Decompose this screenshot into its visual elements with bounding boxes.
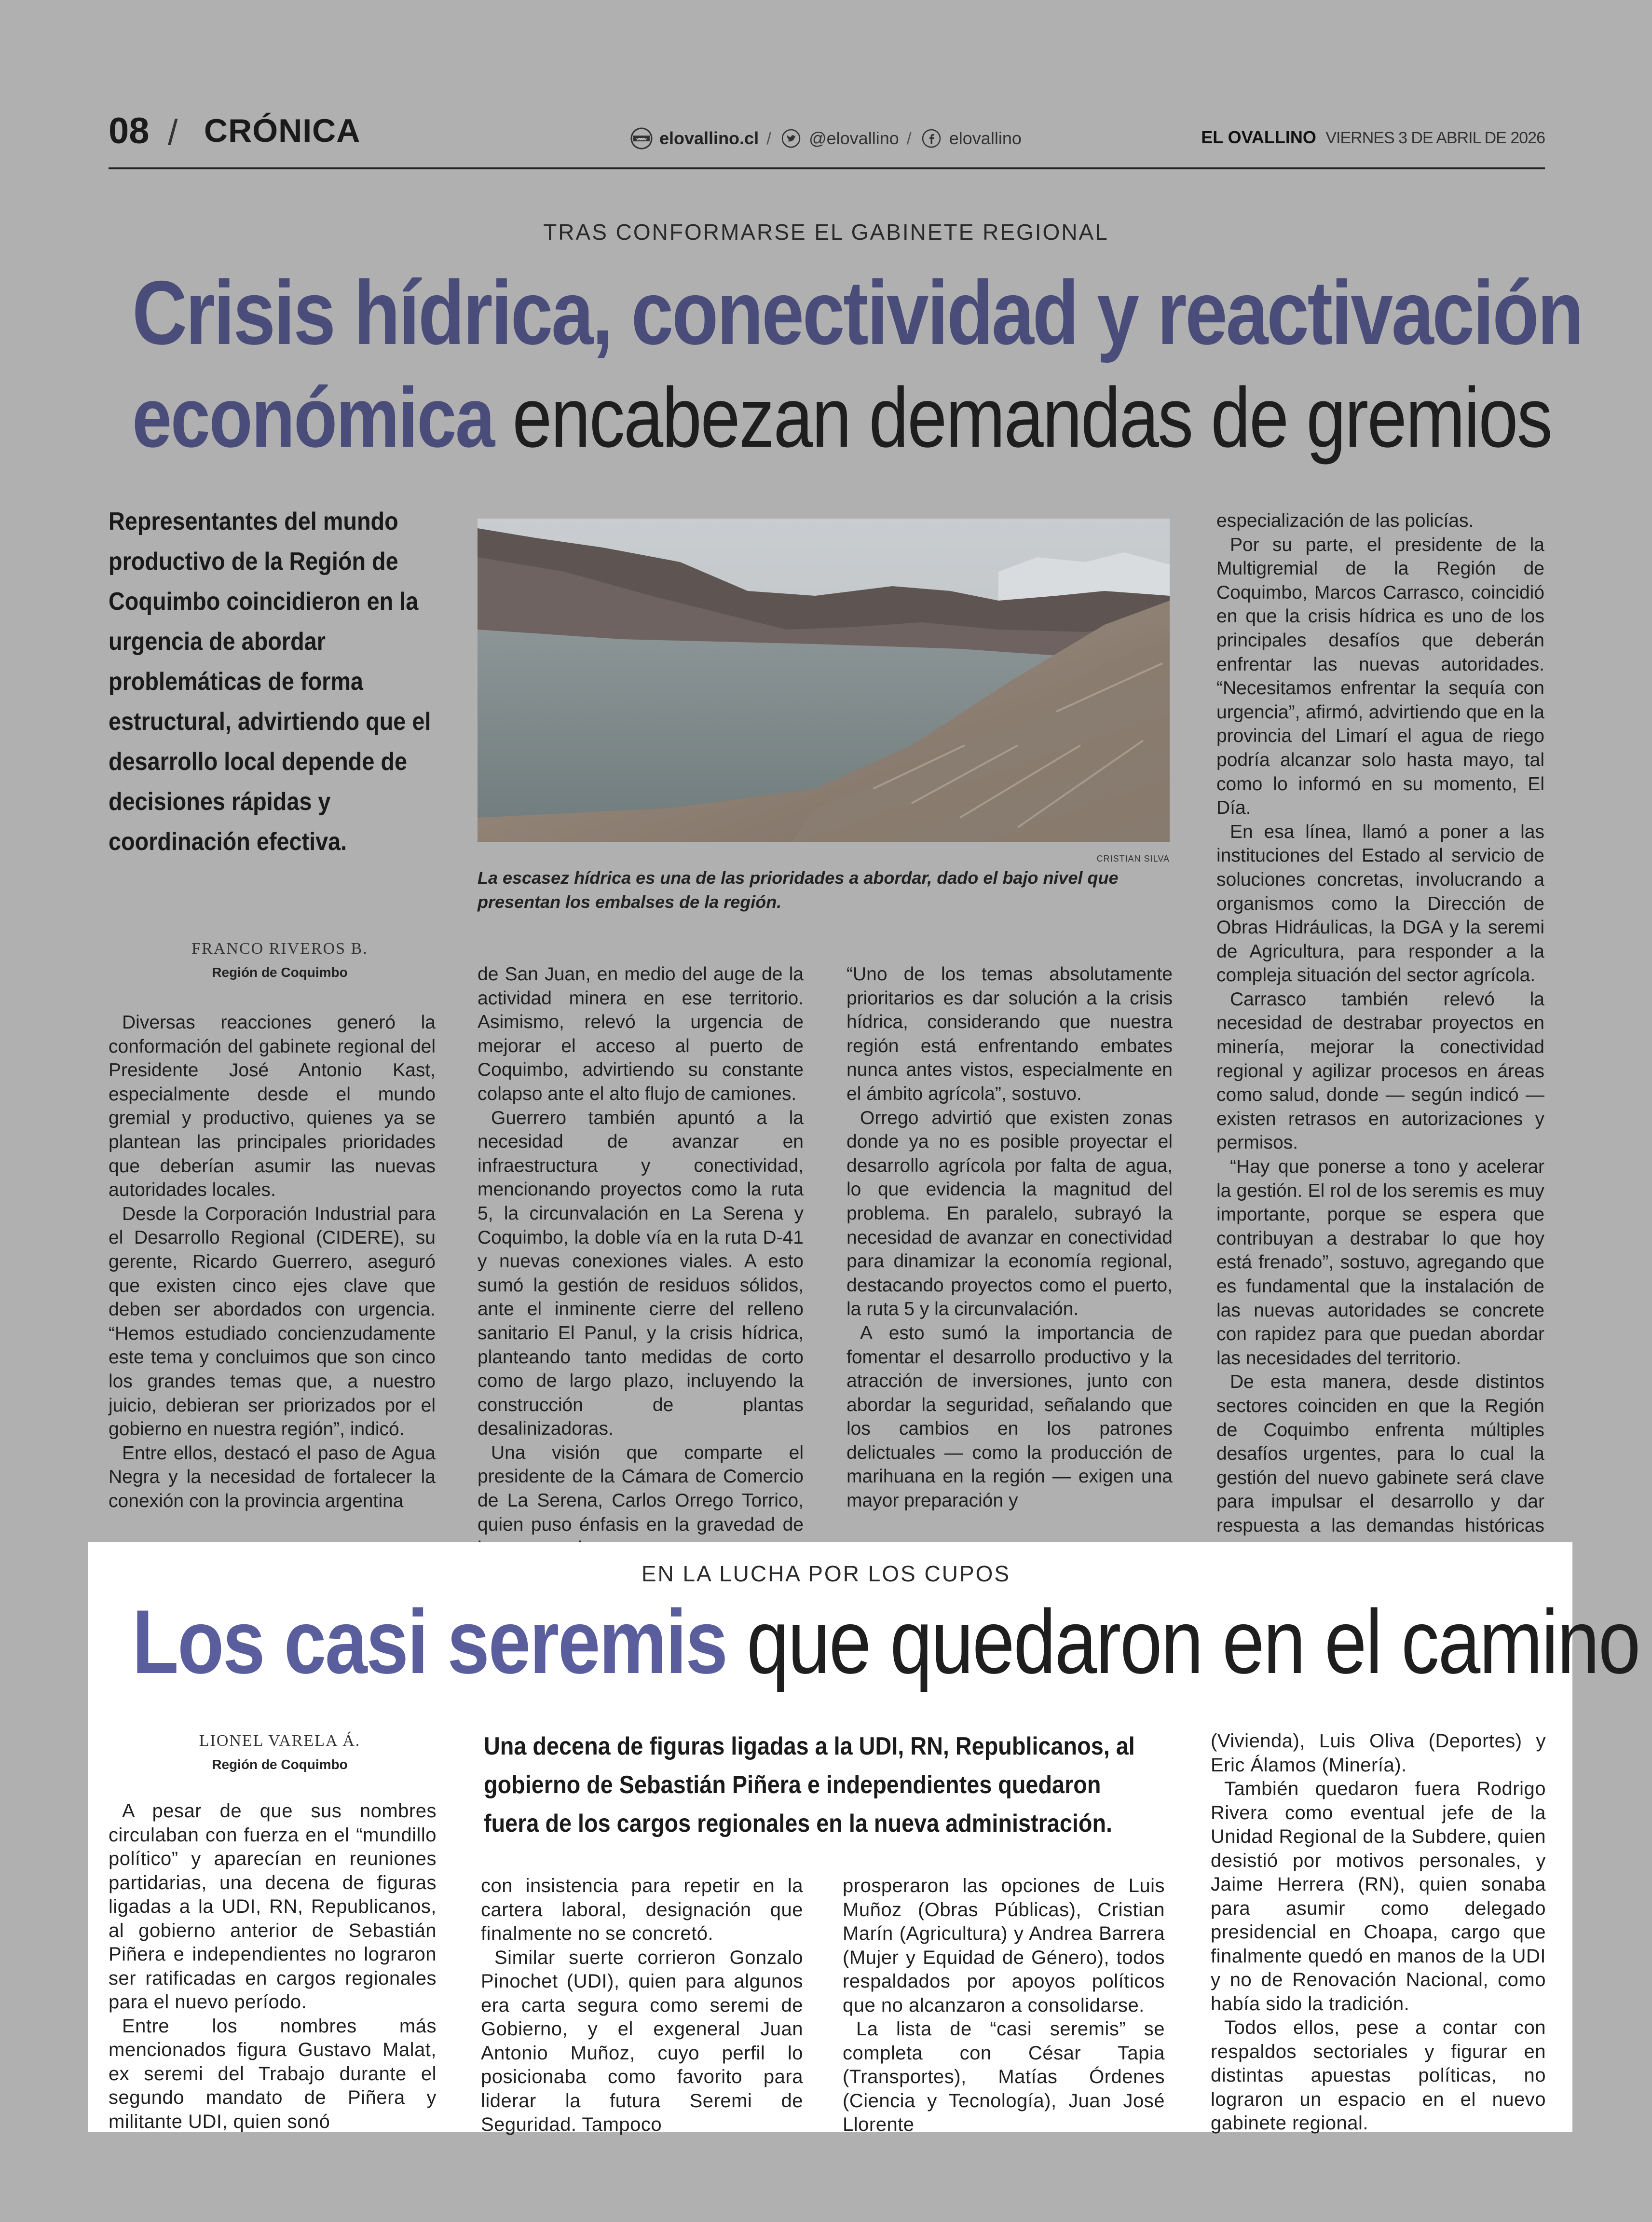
article1-kicker: TRAS CONFORMARSE EL GABINETE REGIONAL: [543, 219, 1109, 245]
photo-credit: CRISTIAN SILVA: [1096, 854, 1170, 864]
header-divider: [109, 167, 1545, 169]
article2-lead: Una decena de figuras ligadas a la UDI, RN, Republicanos, al gobierno de Sebastián Piñera e independientes quedaron fuera de los cargos regionales en la nueva administración.: [484, 1732, 1135, 1838]
article1-lead: Representantes del mundo productivo de la Región de Coquimbo coincidieron en la urgencia de abordar problemáticas de forma estructural, advirtiendo que el desarrollo local depende de decisiones rápidas y coordinación efectiva.: [109, 507, 431, 856]
article2-title: [132, 1591, 1639, 1692]
paragraph: “Hay que ponerse a tono y acelerar la gestión. El rol de los seremis es muy importante, porque se espera que contribuyan a destrabar lo que hoy está frenado”, sostuvo, agregando que es fundamental que la instalación de las nuevas autoridades se concrete con rapidez para que puedan abordar las necesidades del territorio.: [1216, 1156, 1544, 1369]
article2-column-2: [481, 1874, 803, 2137]
social-links: www elovallino.cl / @elovallino / elovallino: [629, 126, 1022, 151]
article2-region: Región de Coquimbo: [212, 1757, 348, 1772]
page-number: 08: [109, 110, 150, 151]
article2-column-3: [843, 1874, 1165, 2137]
article1-column-3: [846, 962, 1173, 1513]
newspaper-info: [1201, 127, 1545, 148]
article2-author: LIONEL VARELA Á.: [199, 1732, 361, 1750]
paragraph: La lista de “casi seremis” se completa con César Tapia (Transportes), Matías Órdenes (Ciencia y Tecnología), Juan José Llorente: [843, 2018, 1165, 2135]
paragraph: Entre los nombres más mencionados figura Gustavo Malat, ex seremi del Trabajo durante el segundo mandato de Piñera y militante UDI, quien sonó: [109, 2015, 437, 2132]
article2-title-accent: Los casi seremis: [132, 1591, 727, 1692]
article2-column-4: [1211, 1729, 1546, 2136]
article1-column-1: [109, 1011, 436, 1513]
header-separator: /: [168, 112, 178, 152]
paragraph: Diversas reacciones generó la conformación del gabinete regional del Presidente José Antonio Kast, especialmente desde el mundo gremial y productivo, quienes ya se plantean las principales prioridades que deberían asumir las nuevas autoridades locales.: [109, 1012, 436, 1201]
article2-column-1: [109, 1799, 437, 2134]
paragraph: Orrego advirtió que existen zonas donde ya no es posible proyectar el desarrollo agrícola por falta de agua, lo que evidencia la magnitud del problema. En paralelo, subrayó la necesidad de avanzar en conectividad para dinamizar la economía regional, destacando proyectos como el puerto, la ruta 5 y la circunvalación.: [846, 1107, 1173, 1320]
paragraph: De esta manera, desde distintos sectores coinciden en que la Región de Coquimbo enfrenta múltiples desafíos urgentes, para lo cual la gestión del nuevo gabinete será clave para impulsar el desarrollo y dar respuesta a las demandas históricas: [1216, 1372, 1544, 1536]
svg-text:www: www: [636, 137, 647, 141]
paragraph: de San Juan, en medio del auge de la actividad minera en ese territorio. Asimismo, relevó la urgencia de mejorar el acceso al puerto de Coquimbo, advirtiendo su constante colapso ante el alto flujo de camiones.: [478, 964, 804, 1104]
article1-title-line1: Crisis hídrica, conectividad y reactivación: [132, 262, 1583, 363]
paragraph: con insistencia para repetir en la cartera laboral, designación que finalmente no se concretó.: [481, 1875, 803, 1944]
article1-title-accent: económica: [132, 370, 494, 465]
paragraph: Una visión que comparte el presidente de la Cámara de Comercio de La Serena, Carlos Orrego Torrico, quien puso énfasis en la gravedad de: [478, 1442, 804, 1535]
article1-region: Región de Coquimbo: [212, 965, 348, 980]
paragraph: especialización de las policías.: [1216, 510, 1474, 531]
twitter-icon: [779, 126, 803, 151]
article2-kicker: EN LA LUCHA POR LOS CUPOS: [641, 1561, 1011, 1586]
website-link[interactable]: elovallino.cl: [659, 128, 759, 148]
facebook-icon: [919, 126, 943, 151]
paragraph: Todos ellos, pese a contar con respaldos sectoriales y figurar en distintas apuestas políticas, no lograron un espacio en el nuevo gabinete regional.: [1211, 2017, 1546, 2134]
paragraph: Desde la Corporación Industrial para el Desarrollo Regional (CIDERE), su gerente, Ricardo Guerrero, aseguró que existen cinco ejes clave que deben ser abordados con urgencia. “Hemos estudiado concienzudamente este tema y concluimos que son cinco los grandes temas que, a nuestro juicio, debieran ser priorizados por el gobierno en nuestra región”, indicó.: [109, 1203, 436, 1440]
paragraph: (Vivienda), Luis Oliva (Deportes) y Eric Álamos (Minería).: [1211, 1730, 1546, 1776]
paragraph: Carrasco también relevó la necesidad de destrabar proyectos en minería, mejorar la conectividad regional y agilizar procesos en áreas como salud, donde — según indicó — existen retrasos en autorizaciones y permisos.: [1216, 988, 1544, 1153]
article1-title-line2: [132, 370, 1552, 465]
paragraph: prosperaron las opciones de Luis Muñoz (Obras Públicas), Cristian Marín (Agricultura) y Andrea Barrera (Mujer y Equidad de Género), todos respaldados por apoyos políticos que no alcanzaron a consolidarse.: [843, 1875, 1165, 2016]
article2-title-rest: que quedaron en el camino: [726, 1591, 1639, 1692]
web-icon: [629, 126, 654, 151]
paragraph: A pesar de que sus nombres circulaban con fuerza en el “mundillo político” y aparecían en reuniones partidarias, una decena de figuras ligadas a la UDI, RN, Republicanos, al gobierno anterior de Sebastián Piñera e independientes no lograron ser ratificadas en cargos regionales para el nuevo período.: [109, 1800, 437, 2013]
paragraph: Similar suerte corrieron Gonzalo Pinochet (UDI), quien para algunos era carta segura como seremi de Gobierno, y el exgeneral Juan Antonio Muñoz, cuyo perfil lo posicionaba como favorito para liderar la futura Seremi de Seguridad. Tampoco: [481, 1947, 803, 2135]
paragraph: Por su parte, el presidente de la Multigremial de la Región de Coquimbo, Marcos Carrasco, coincidió en que la crisis hídrica es uno de los principales desafíos que deberán enfrentar las nuevas autoridades. “Necesitamos enfrentar la sequía con urgencia”, afirmó, advirtiendo que en la provincia del Limarí el agua de riego podría alcanzar solo hasta mayo, tal como lo informó en su momento, El Día.: [1216, 534, 1544, 819]
twitter-handle[interactable]: @elovallino: [809, 128, 899, 148]
paragraph: En esa línea, llamó a poner a las instituciones del Estado al servicio de soluciones concretas, involucrando a organismos como la Dirección de Obras Hidráulicas, la DGA y la seremi de Agricultura, para responder a la compleja situación del sector agrícola.: [1216, 821, 1544, 986]
paragraph: A esto sumó la importancia de fomentar el desarrollo productivo y la atracción de inversiones, junto con abordar la seguridad, señalando que los cambios en los patrones delictuales — como la producción de marihuana en la región — exigen una mayor preparación y: [846, 1322, 1173, 1511]
article1-column-2: [478, 962, 804, 1561]
paragraph: Guerrero también apuntó a la necesidad de avanzar en infraestructura y conectividad, mencionando proyectos como la ruta 5, la circunvalación en La Serena y Coquimbo, la doble vía en la ruta D-41 y nuevas conexiones viales. A esto sumó la gestión de residuos sólidos, ante el inminente cierre del relleno sanitario El Panul, y la crisis hídrica, planteando tanto medidas de corto como de largo plazo, incluyendo la construcción de plantas desalinizadoras.: [478, 1107, 804, 1440]
article1-column-4: [1216, 509, 1544, 1562]
paragraph: Entre ellos, destacó el paso de Agua Negra y la necesidad de fortalecer la conexión con la provincia argentina: [109, 1442, 436, 1511]
article1-title-rest: encabezan demandas de gremios: [493, 370, 1552, 465]
facebook-handle[interactable]: elovallino: [949, 128, 1022, 148]
reservoir-photo: [478, 519, 1170, 842]
article1-author: FRANCO RIVEROS B.: [191, 940, 368, 958]
issue-date: VIERNES 3 DE ABRIL DE 2026: [1325, 129, 1545, 147]
paragraph: También quedaron fuera Rodrigo Rivera como eventual jefe de la Unidad Regional de la Subdere, quien desistió por motivos personales, y Jaime Herrera (RN), quien sonaba para asumir como delegado presidencial en Choapa, cargo que finalmente quedó en manos de la UDI y no de Renovación Nacional, como había sido la tradición.: [1211, 1778, 1546, 2015]
paragraph: “Uno de los temas absolutamente prioritarios es dar solución a la crisis hídrica, considerando que nuestra región está enfrentando embates nunca antes vistos, especialmente en el ámbito agrícola”, sostuvo.: [846, 964, 1173, 1104]
newspaper-name: EL OVALLINO: [1201, 127, 1316, 147]
section-title: CRÓNICA: [204, 112, 361, 149]
photo-caption: La escasez hídrica es una de las prioridades a abordar, dado el bajo nivel que presentan los embalses de la región.: [478, 868, 1119, 912]
